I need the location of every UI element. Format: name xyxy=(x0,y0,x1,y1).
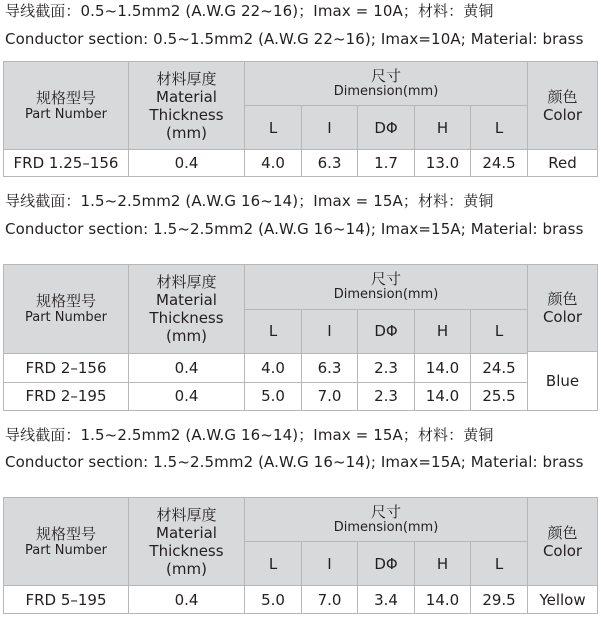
col-i-header: I xyxy=(302,542,358,586)
thickness-header-en1: Material xyxy=(156,87,217,106)
section1-cn-line: 导线截面：0.5~1.5mm2 (A.W.G 22~16)；Imax = 10A；材料：黄铜 xyxy=(5,2,494,20)
thickness-header-en2: Thickness xyxy=(149,541,224,560)
col-i-header: I xyxy=(302,106,358,150)
table-row xyxy=(4,586,598,614)
thickness-cell: 0.4 xyxy=(129,150,245,177)
color-cell: Blue xyxy=(545,372,580,390)
l2-cell: 24.5 xyxy=(471,354,528,382)
d-cell: 2.3 xyxy=(358,354,415,382)
l2-cell: 29.5 xyxy=(471,586,528,614)
h-cell: 14.0 xyxy=(415,586,471,614)
l-cell: 5.0 xyxy=(245,586,302,614)
col-l2-header: L xyxy=(471,542,528,586)
color-header-en: Color xyxy=(542,308,583,326)
thickness-header-cn: 材料厚度 xyxy=(156,273,217,292)
col-l2-header: L xyxy=(471,309,528,354)
thickness-header-unit: (mm) xyxy=(166,559,207,578)
dimension-header xyxy=(245,265,528,310)
section3-cn-line: 导线截面：1.5~2.5mm2 (A.W.G 16~14)；Imax = 15A；材料：黄铜 xyxy=(5,426,494,444)
dimension-header-en: Dimension(mm) xyxy=(333,520,439,535)
thickness-header-unit: (mm) xyxy=(166,327,207,346)
dimension-header xyxy=(245,62,528,106)
dimension-header-cn: 尺寸 xyxy=(371,503,402,521)
dimension-header-cn: 尺寸 xyxy=(371,67,402,85)
l2-cell: 25.5 xyxy=(471,382,528,410)
section3-en-line: Conductor section: 1.5~2.5mm2 (A.W.G 16~14); Imax=15A; Material: brass xyxy=(5,453,584,471)
part-number-header-cn: 规格型号 xyxy=(35,88,96,107)
col-l2-header: L xyxy=(471,106,528,150)
col-d-header: DΦ xyxy=(358,106,415,150)
dimension-header-en: Dimension(mm) xyxy=(333,287,439,303)
l-cell: 4.0 xyxy=(245,354,302,382)
color-header-cn: 颜色 xyxy=(547,87,578,106)
thickness-header xyxy=(129,498,245,586)
section2-cn-line: 导线截面：1.5~2.5mm2 (A.W.G 16~14)；Imax = 15A；材料：黄铜 xyxy=(5,192,494,210)
col-i-header: I xyxy=(302,309,358,354)
color-cell: Yellow xyxy=(528,586,598,614)
col-d-header: DΦ xyxy=(358,542,415,586)
l-cell: 4.0 xyxy=(245,150,302,177)
table-row xyxy=(4,150,598,177)
section2-table xyxy=(3,264,598,411)
color-header-cn: 颜色 xyxy=(547,523,578,542)
color-cell: Red xyxy=(528,150,598,177)
color-header xyxy=(528,498,598,586)
color-header-cn: 颜色 xyxy=(547,290,578,308)
table-row xyxy=(4,382,598,410)
col-l-header: L xyxy=(245,542,302,586)
section1-en-line: Conductor section: 0.5~1.5mm2 (A.W.G 22~16); Imax=10A; Material: brass xyxy=(5,30,584,48)
d-cell: 1.7 xyxy=(358,150,415,177)
part-number-cell: FRD 2–195 xyxy=(4,382,129,410)
i-cell: 6.3 xyxy=(302,150,358,177)
dimension-header-cn: 尺寸 xyxy=(371,270,402,289)
part-number-header-en: Part Number xyxy=(24,310,108,326)
l2-cell: 24.5 xyxy=(471,150,528,177)
col-h-header: H xyxy=(415,309,471,354)
dimension-header xyxy=(245,498,528,542)
thickness-header-en2: Thickness xyxy=(149,105,224,124)
table-header-row xyxy=(4,62,598,106)
thickness-header-unit: (mm) xyxy=(166,123,207,142)
section3-table xyxy=(3,497,598,614)
part-number-header-en: Part Number xyxy=(24,106,108,122)
thickness-cell: 0.4 xyxy=(129,354,245,382)
col-l-header: L xyxy=(245,309,302,354)
i-cell: 7.0 xyxy=(302,382,358,410)
color-header-en: Color xyxy=(542,541,583,560)
part-number-cell: FRD 1.25–156 xyxy=(4,150,129,177)
l-cell: 5.0 xyxy=(245,382,302,410)
d-cell: 2.3 xyxy=(358,382,415,410)
table-row xyxy=(4,354,598,382)
h-cell: 14.0 xyxy=(415,382,471,410)
section1-table xyxy=(3,61,598,177)
thickness-header-cn: 材料厚度 xyxy=(156,69,217,88)
thickness-header-en2: Thickness xyxy=(149,309,224,328)
part-number-cell: FRD 2–156 xyxy=(4,354,129,382)
part-number-header-en: Part Number xyxy=(24,542,108,558)
thickness-header xyxy=(129,62,245,150)
part-number-header xyxy=(4,62,129,150)
h-cell: 14.0 xyxy=(415,354,471,382)
thickness-cell: 0.4 xyxy=(129,382,245,410)
part-number-header-cn: 规格型号 xyxy=(35,292,96,311)
d-cell: 3.4 xyxy=(358,586,415,614)
thickness-cell: 0.4 xyxy=(129,586,245,614)
col-d-header: DΦ xyxy=(358,309,415,354)
table-header-row xyxy=(4,498,598,542)
thickness-header-en1: Material xyxy=(156,291,217,310)
i-cell: 7.0 xyxy=(302,586,358,614)
thickness-header xyxy=(129,265,245,354)
color-header-en: Color xyxy=(542,105,583,124)
table-header-row xyxy=(4,265,598,310)
section2-en-line: Conductor section: 1.5~2.5mm2 (A.W.G 16~14); Imax=15A; Material: brass xyxy=(5,220,584,238)
thickness-header-cn: 材料厚度 xyxy=(156,505,217,524)
col-h-header: H xyxy=(415,542,471,586)
i-cell: 6.3 xyxy=(302,354,358,382)
col-l-header: L xyxy=(245,106,302,150)
part-number-header xyxy=(4,265,129,354)
color-header xyxy=(528,265,598,411)
dimension-header-en: Dimension(mm) xyxy=(333,84,439,99)
thickness-header-en1: Material xyxy=(156,523,217,542)
part-number-header xyxy=(4,498,129,586)
color-header xyxy=(528,62,598,150)
part-number-header-cn: 规格型号 xyxy=(35,524,96,543)
col-h-header: H xyxy=(415,106,471,150)
h-cell: 13.0 xyxy=(415,150,471,177)
part-number-cell: FRD 5–195 xyxy=(4,586,129,614)
